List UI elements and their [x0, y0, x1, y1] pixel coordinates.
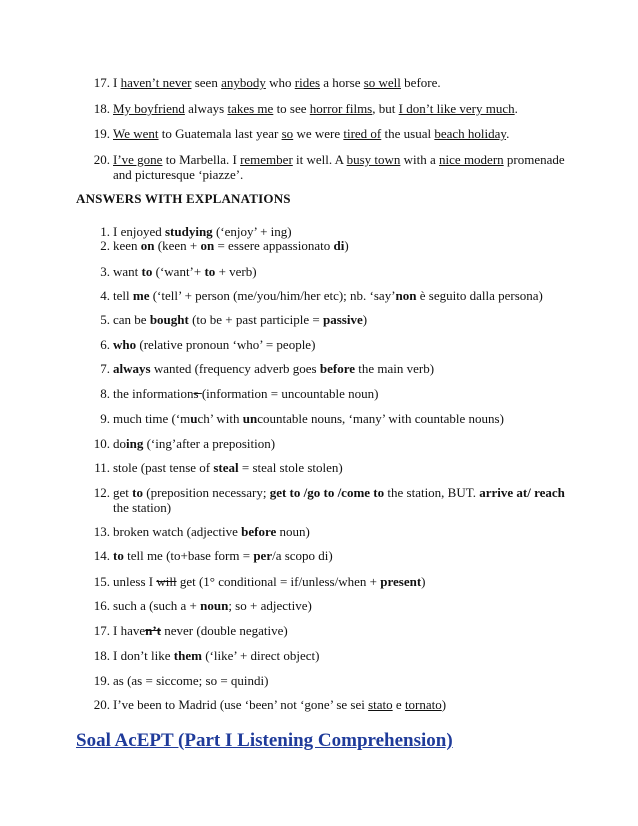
item-number: 18.: [93, 648, 110, 663]
item-text: [113, 126, 568, 141]
item-number: 11.: [94, 460, 110, 475]
text-run: (‘tell’ + person (me/you/him/her etc); nb. ‘say’: [149, 288, 396, 303]
text-run: I enjoyed: [113, 224, 165, 239]
text-run: wanted (frequency adverb goes: [150, 361, 320, 376]
item-text: [113, 673, 568, 688]
text-run: ch’ with: [197, 411, 243, 426]
item-text: [113, 312, 568, 327]
text-run: .: [514, 101, 518, 116]
text-run: much time (‘m: [113, 411, 191, 426]
item-text: [113, 361, 568, 376]
text-run: want: [113, 264, 142, 279]
text-run: such a (such a +: [113, 598, 201, 613]
item-text: [113, 337, 568, 352]
item-number: 19.: [93, 126, 110, 141]
text-run: rides: [294, 75, 321, 90]
item-text: [113, 288, 568, 303]
text-run: to see: [273, 101, 310, 116]
item-text: [113, 485, 568, 515]
text-run: broken watch (adjective: [113, 524, 242, 539]
text-run: + verb): [215, 264, 257, 279]
text-run: a horse: [320, 75, 364, 90]
text-run: countable nouns, ‘many’ with countable nouns): [257, 411, 504, 426]
text-run: passive: [323, 312, 363, 327]
item-text: [113, 224, 568, 239]
item-text: [113, 460, 568, 475]
text-run: the station): [113, 500, 172, 515]
text-run: I have: [113, 623, 146, 638]
text-run: get: [113, 485, 133, 500]
text-run: /a scopo di): [272, 548, 333, 563]
item-number: 14.: [93, 548, 110, 563]
text-run: so: [281, 126, 294, 141]
text-run: get (1° conditional = if/unless/when +: [176, 574, 381, 589]
item-number: 4.: [100, 288, 110, 303]
text-run: promenade and picturesque ‘piazze’.: [113, 152, 565, 182]
text-run: (‘ing’after a preposition): [143, 436, 276, 451]
text-run: to: [141, 264, 153, 279]
item-text: [113, 264, 568, 279]
text-run: (keen +: [154, 238, 201, 253]
text-run: di: [333, 238, 345, 253]
text-run: non: [395, 288, 417, 303]
item-text: [113, 574, 568, 589]
item-number: 9.: [100, 411, 110, 426]
text-run: (‘like’ + direct object): [201, 648, 320, 663]
text-run: studying: [164, 224, 213, 239]
text-run: tell: [113, 288, 133, 303]
text-run: before: [241, 524, 277, 539]
item-number: 6.: [100, 337, 110, 352]
item-number: 17.: [93, 75, 110, 90]
text-run: (relative pronoun ‘who’ = people): [136, 337, 316, 352]
text-run: arrive at/ reach: [479, 485, 565, 500]
text-run: e: [392, 697, 405, 712]
text-run: takes me: [227, 101, 274, 116]
text-run: always: [113, 361, 151, 376]
text-run: ; so + adjective): [228, 598, 312, 613]
text-run: present: [380, 574, 422, 589]
text-run: them: [173, 648, 202, 663]
text-run: to Marbella. I: [162, 152, 241, 167]
text-run: to: [132, 485, 143, 500]
text-run: before: [319, 361, 355, 376]
text-run: stole (past tense of: [113, 460, 214, 475]
text-run: ): [362, 312, 368, 327]
text-run: stato: [368, 697, 393, 712]
text-run: to: [113, 548, 124, 563]
text-run: (to be + past participle =: [188, 312, 323, 327]
text-run: ): [441, 697, 447, 712]
text-run: to Guatemala last year: [158, 126, 282, 141]
text-run: tornato: [404, 697, 442, 712]
text-run: We went: [113, 126, 159, 141]
text-run: me: [132, 288, 150, 303]
text-run: haven’t never: [120, 75, 192, 90]
item-text: [113, 598, 568, 613]
text-run: My boyfriend: [113, 101, 185, 116]
text-run: .: [506, 126, 510, 141]
answers-heading: ANSWERS WITH EXPLANATIONS: [76, 191, 291, 206]
text-run: seen: [191, 75, 222, 90]
text-run: remember: [240, 152, 293, 167]
item-number: 13.: [93, 524, 110, 539]
text-run: the station, BUT.: [384, 485, 480, 500]
item-text: [113, 411, 568, 426]
text-run: , but: [372, 101, 399, 116]
text-run: ing: [126, 436, 144, 451]
text-run: keen: [113, 238, 141, 253]
text-run: un: [242, 411, 258, 426]
item-text: [113, 75, 568, 90]
item-text: [113, 238, 568, 253]
text-run: tired of: [343, 126, 382, 141]
text-run: always: [184, 101, 228, 116]
text-run: do: [113, 436, 126, 451]
text-run: before.: [400, 75, 441, 90]
item-number: 15.: [93, 574, 110, 589]
text-run: busy town: [346, 152, 401, 167]
item-text: [113, 524, 568, 539]
text-run: (‘want’+: [152, 264, 205, 279]
text-run: the information: [113, 386, 194, 401]
text-run: I’ve been to Madrid (use ‘been’ not ‘gone’ se sei: [113, 697, 369, 712]
item-number: 20.: [93, 697, 110, 712]
item-text: [113, 436, 568, 451]
item-number: 7.: [100, 361, 110, 376]
text-run: we were: [293, 126, 344, 141]
item-number: 8.: [100, 386, 110, 401]
text-run: noun: [200, 598, 229, 613]
text-run: per: [253, 548, 273, 563]
text-run: (‘enjoy’ + ing): [212, 224, 292, 239]
text-run: è seguito dalla persona): [416, 288, 543, 303]
text-run: = steal stole stolen): [238, 460, 343, 475]
item-text: [113, 101, 568, 116]
item-number: 10.: [93, 436, 110, 451]
item-number: 1.: [100, 224, 110, 239]
text-run: with a: [400, 152, 440, 167]
text-run: nice modern: [439, 152, 504, 167]
text-run: never (double negative): [161, 623, 288, 638]
item-text: [113, 623, 568, 638]
item-number: 18.: [93, 101, 110, 116]
text-run: ): [344, 238, 349, 253]
text-run: I’ve gone: [113, 152, 163, 167]
text-run: u: [190, 411, 198, 426]
text-run: (preposition necessary;: [142, 485, 270, 500]
item-number: 2.: [100, 238, 110, 253]
text-run: I: [113, 75, 121, 90]
text-run: steal: [213, 460, 239, 475]
text-run: the main verb): [355, 361, 435, 376]
text-run: tell me (to+base form =: [123, 548, 254, 563]
text-run: I don’t like very much: [398, 101, 515, 116]
text-run: bought: [149, 312, 189, 327]
text-run: it well. A: [292, 152, 347, 167]
item-number: 17.: [93, 623, 110, 638]
item-number: 3.: [100, 264, 110, 279]
text-run: I don’t like: [113, 648, 174, 663]
item-text: [113, 152, 568, 182]
text-run: on: [140, 238, 155, 253]
text-run: so well: [363, 75, 401, 90]
item-text: [113, 386, 568, 401]
item-text: [113, 697, 568, 712]
text-run: ): [421, 574, 426, 589]
text-run: as (as = siccome; so = quindi): [113, 673, 269, 688]
text-run: can be: [113, 312, 150, 327]
text-run: who: [113, 337, 137, 352]
text-run: unless I: [113, 574, 157, 589]
item-number: 12.: [93, 485, 110, 500]
text-run: s: [193, 386, 202, 401]
text-run: get to /go to /come to: [269, 485, 385, 500]
item-text: [113, 648, 568, 663]
item-text: [113, 548, 568, 563]
item-number: 16.: [93, 598, 110, 613]
text-run: the usual: [381, 126, 435, 141]
item-number: 19.: [93, 673, 110, 688]
text-run: on: [200, 238, 215, 253]
item-number: 5.: [100, 312, 110, 327]
text-run: beach holiday: [434, 126, 507, 141]
text-run: noun): [276, 524, 310, 539]
text-run: (information = uncountable noun): [201, 386, 379, 401]
text-run: = essere appassionato: [214, 238, 334, 253]
item-number: 20.: [93, 152, 110, 167]
text-run: horror films: [309, 101, 373, 116]
text-run: n’t: [145, 623, 162, 638]
text-run: to: [204, 264, 216, 279]
text-run: who: [265, 75, 295, 90]
section-title-link[interactable]: Soal AcEPT (Part I Listening Comprehension): [76, 730, 453, 751]
text-run: will: [156, 574, 177, 589]
text-run: anybody: [221, 75, 266, 90]
